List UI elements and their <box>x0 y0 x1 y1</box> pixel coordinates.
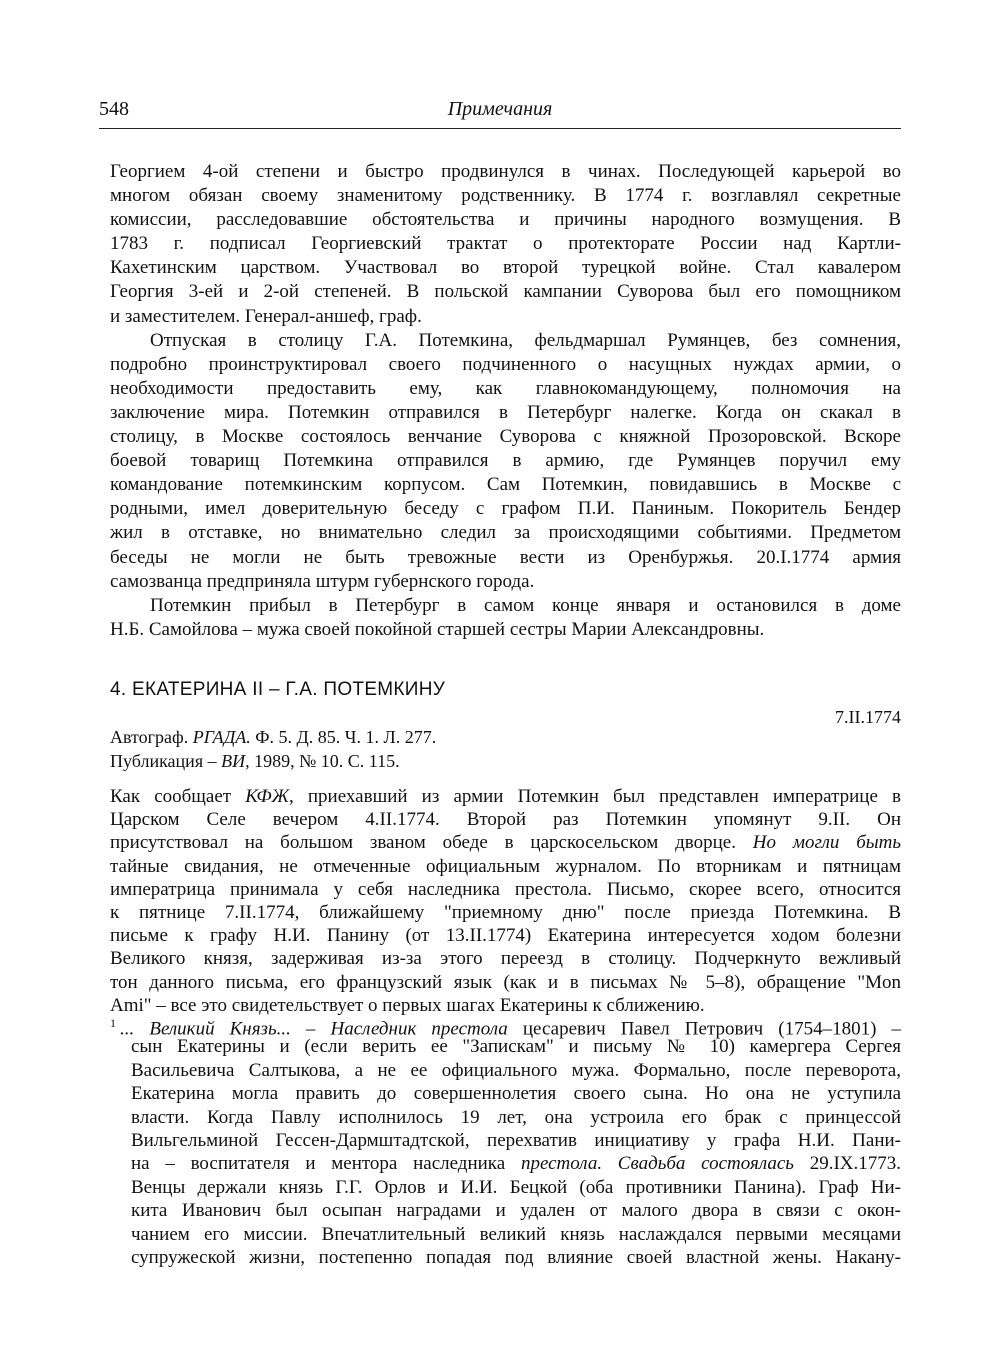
page-header <box>99 98 901 129</box>
footnote-marker: 1 <box>110 1016 116 1030</box>
text-line: столицу, в Москве состоялось венчание Суворова с княжной Прозоровской. Вскоре <box>110 426 901 448</box>
text-line: Царском Селе вечером 4.II.1774. Второй раз Потемкин упомянут 9.II. Он <box>110 809 901 831</box>
letter-commentary <box>110 785 901 1017</box>
text-line: тон данного письма, его французский язык (как и в письмах № 5–8), обращение "Mon <box>110 971 901 993</box>
text-line: Георгия 3-ей и 2-ой степеней. В польской кампании Суворова был его помощником <box>110 281 901 303</box>
text-line: многом обязан своему знаменитому родственнику. В 1774 г. возглавлял секретные <box>110 185 901 207</box>
text-line: Венцы держали князь Г.Г. Орлов и И.И. Бецкой (оба противники Панина). Граф Ни- <box>131 1176 901 1198</box>
text-line: императрица принимала у себя наследника престола. Письмо, скорее всего, относится <box>110 878 901 900</box>
text-line: Кахетинским царством. Участвовал во второй турецкой войне. Стал кавалером <box>110 257 901 279</box>
text-line: кита Иванович был осыпан наградами и удален от малого двора в связи с окон- <box>131 1200 901 1222</box>
text-line: Вильгельминой Гессен-Дармштадтской, перехватив инициативу у графа Н.И. Пани- <box>131 1129 901 1151</box>
text-line: 1783 г. подписал Георгиевский трактат о протекторате России над Картли- <box>110 233 901 255</box>
archive-reference: Автограф. РГАДА. Ф. 5. Д. 85. Ч. 1. Л. 277. <box>110 727 437 747</box>
footnote <box>110 1012 901 1269</box>
text-line: тайные свидания, не отмеченные официальным журналом. По вторникам и пятницам <box>110 855 901 877</box>
text-line: родными, имел доверительную беседу с графом П.И. Паниным. Покоритель Бендер <box>110 498 901 520</box>
text-line: Как сообщает КФЖ, приехавший из армии Потемкин был представлен императрице в <box>110 786 901 807</box>
text-line: беседы не могли не быть тревожные вести из Оренбуржья. 20.I.1774 армия <box>110 546 901 568</box>
text-line: командование потемкинским корпусом. Сам Потемкин, повидавшись в Москве с <box>110 474 901 496</box>
running-head: Примечания <box>447 98 553 120</box>
text-line: $^1$ ... Великий Князь... – Наследник престола цесаревич Павел Петрович (1754–1801) – <box>110 1016 901 1040</box>
text-line: необходимости предоставить ему, как главнокомандующему, полномочия на <box>110 377 901 399</box>
section-heading: 4. ЕКАТЕРИНА II – Г.А. ПОТЕМКИНУ <box>110 679 446 700</box>
source-info <box>110 725 436 773</box>
text-line: Екатерина могла править до совершеннолетия своего сына. Но она не уступила <box>131 1083 901 1105</box>
text-line: к пятнице 7.II.1774, ближайшему "приемному дню" после приезда Потемкина. В <box>110 901 901 923</box>
text-line: присутствовал на большом званом обеде в царскосельском дворце. Но могли быть <box>110 832 901 854</box>
text-line: подробно проинструктировал своего подчиненного о насущных нуждах армии, о <box>110 353 901 375</box>
text-line: власти. Когда Павлу исполнилось 19 лет, она устроила его брак с принцессой <box>131 1106 901 1128</box>
text-line: Васильевича Салтыкова, а не ее официального мужа. Формально, после переворота, <box>131 1059 901 1081</box>
text-line: самозванца предприняла штурм губернского города. <box>110 570 535 592</box>
text-line: жил в отставке, но внимательно следил за происходящими событиями. Предметом <box>110 522 901 544</box>
text-line: комиссии, расследовавшие обстоятельства и причины народного возмущения. В <box>110 209 901 231</box>
text-line: и заместителем. Генерал-аншеф, граф. <box>110 305 422 327</box>
text-line: Георгием 4-ой степени и быстро продвинулся в чинах. Последующей карьерой во <box>110 161 901 182</box>
text-line: Отпуская в столицу Г.А. Потемкина, фельдмаршал Румянцев, без сомнения, <box>150 329 901 351</box>
text-line: сын Екатерины и (если верить ее "Запискам" и письму № 10) камергера Сергея <box>131 1036 901 1058</box>
text-line: супружеской жизни, постепенно попадая под влияние своей властной жены. Накану- <box>131 1246 901 1268</box>
text-line: заключение мира. Потемкин отправился в Петербург налегке. Когда он скакал в <box>110 401 901 423</box>
text-line: Ami" – все это свидетельствует о первых шагах Екатерины к сближению. <box>110 994 705 1016</box>
text-line: чанием его миссии. Впечатлительный великий князь наслаждался первыми месяцами <box>131 1223 901 1245</box>
text-line: боевой товарищ Потемкина отправился в армию, где Румянцев поручил ему <box>110 450 901 472</box>
commentary-continuation <box>110 160 901 642</box>
letter-date: 7.II.1774 <box>835 707 901 727</box>
text-line: письме к графу Н.И. Панину (от 13.II.1774) Екатерина интересуется ходом болезни <box>110 925 901 947</box>
publication-reference: Публикация – ВИ, 1989, № 10. С. 115. <box>110 751 400 771</box>
text-line: Великого князя, задерживая из-за этого переезд в столицу. Подчеркнуто вежливый <box>110 948 901 970</box>
text-line: Потемкин прибыл в Петербург в самом конце января и остановился в доме <box>150 594 901 616</box>
page-number: 548 <box>99 98 129 120</box>
text-line: Н.Б. Самойлова – мужа своей покойной старшей сестры Марии Александровны. <box>110 618 765 640</box>
text-line: на – воспитателя и ментора наследника престола. Свадьба состоялась 29.IX.1773. <box>131 1153 902 1175</box>
